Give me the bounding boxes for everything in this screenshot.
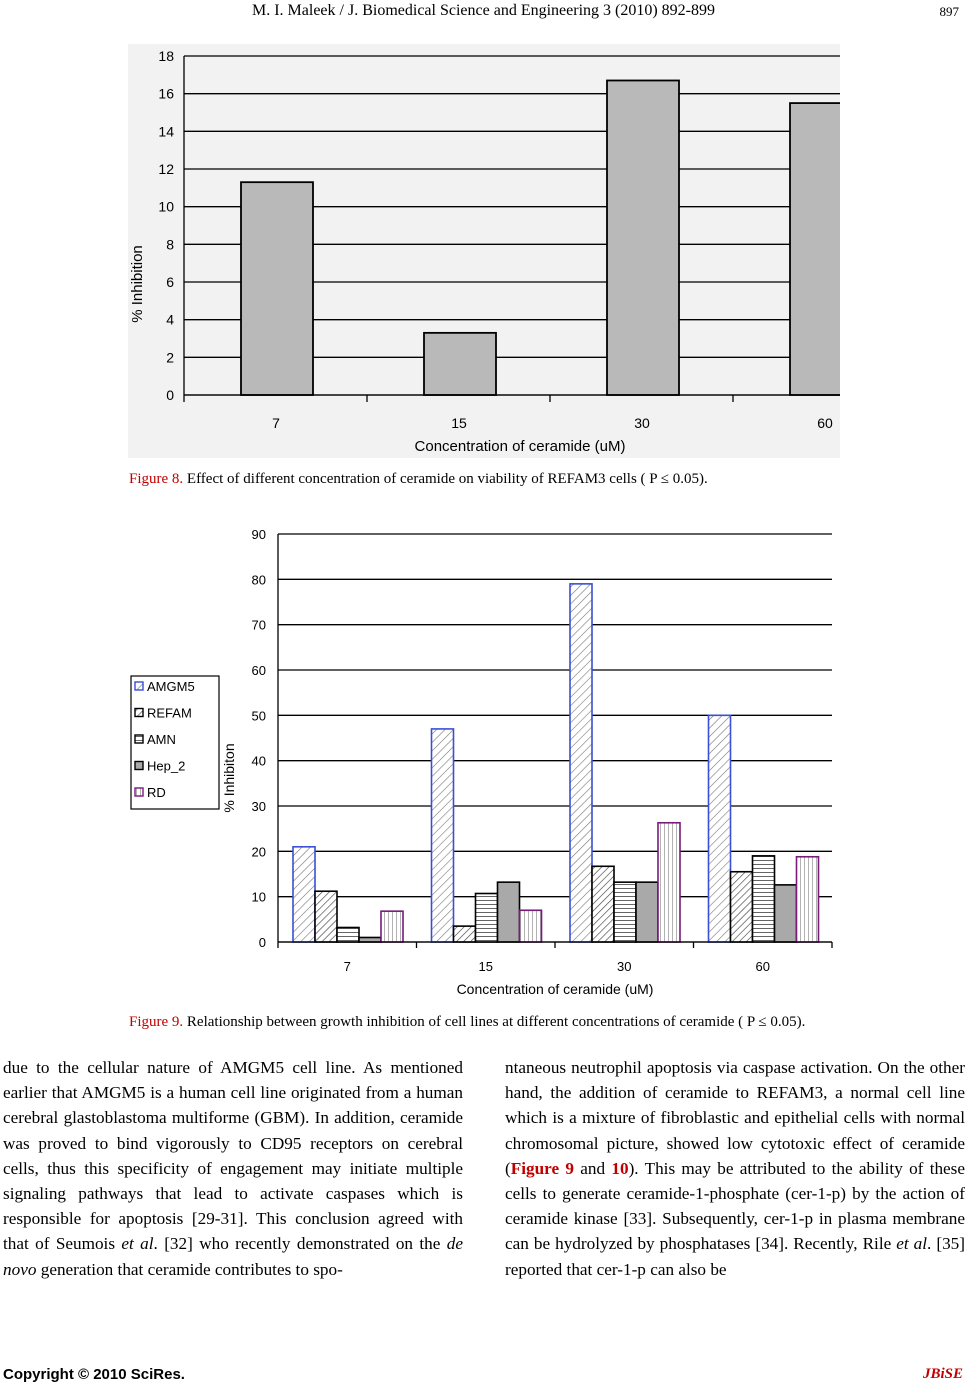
page-number: 897 [939, 4, 959, 19]
y-tick-label: 12 [158, 161, 174, 177]
bar-amn [476, 893, 498, 942]
x-tick-label: 7 [343, 959, 351, 974]
figure-label: Figure 8. [129, 471, 184, 487]
legend-swatch [135, 762, 143, 770]
bar-amgm5 [709, 715, 731, 942]
journal-name: JBiSE [922, 1366, 963, 1382]
bar [241, 182, 313, 395]
text-run: generation that ceramide contributes to spo- [36, 1259, 343, 1279]
bar-amgm5 [293, 847, 315, 942]
y-axis-label: % Inhibition [129, 245, 146, 323]
y-tick-label: 90 [251, 527, 266, 542]
caption-text: Effect of different concentration of ceramide on viability of REFAM3 cells ( P ≤ 0.05). [183, 471, 708, 487]
x-tick-label: 7 [272, 415, 280, 431]
y-tick-label: 70 [251, 617, 266, 633]
text-run: . [35] reported that cer-1-p can also be [505, 1234, 965, 1279]
bar-hep_2 [775, 885, 797, 942]
y-tick-label: 30 [251, 799, 266, 814]
bar-rd [797, 857, 819, 942]
figure-8-chart [128, 44, 840, 458]
bar [424, 333, 496, 395]
bar-amn [614, 882, 636, 942]
x-tick-label: 15 [451, 415, 467, 431]
bar-rd [381, 911, 403, 942]
y-tick-label: 40 [251, 753, 266, 769]
x-tick-label: 30 [634, 415, 650, 431]
figure-reference[interactable]: 10 [611, 1158, 629, 1178]
bar [790, 103, 840, 395]
paragraph [505, 1055, 965, 1282]
page-footer [0, 1366, 967, 1386]
bar-amn [753, 856, 775, 942]
body-column-left [3, 1055, 463, 1282]
bar-amgm5 [570, 584, 592, 942]
running-title: M. I. Maleek / J. Biomedical Science and Engineering 3 (2010) 892-899 [252, 2, 715, 19]
running-head [0, 0, 967, 24]
paragraph [3, 1055, 463, 1282]
bar-refam [592, 866, 614, 942]
caption-text: Relationship between growth inhibition of cell lines at different concentrations of ceramide ( P ≤ 0.05). [183, 1014, 806, 1030]
legend-swatch [135, 682, 143, 690]
text-run: due to the cellular nature of AMGM5 cell line. As mentioned earlier that AMGM5 is a human cell line originated from a human cerebral glastoblastoma multiforme (GBM). In addition, ceramide was proved to bind vigorously to CD95 receptors on cerebral cells, thus this specificity of engagement may initiate multiple signaling pathways that lead to activate caspases which is responsible for apoptosis [29-31]. This conclusion agreed with that of Seumois [3, 1058, 463, 1254]
y-tick-label: 80 [251, 572, 266, 588]
text-run: ). This may be attributed to the ability of these cells to generate ceramide-1-phosphate (cer-1-p) by the action of ceramide kinase [33]. Subsequently, cer-1-p in plasma membrane can be hydrolyzed by phosphatases [34]. Recently, Rile [505, 1158, 966, 1254]
legend-label: AMGM5 [147, 679, 195, 694]
bar-hep_2 [359, 937, 381, 942]
figure-label: Figure 9. [129, 1014, 184, 1030]
bar-refam [731, 872, 753, 942]
legend-label: RD [147, 785, 166, 800]
text-run: and [574, 1158, 612, 1178]
x-tick-label: 60 [755, 959, 770, 974]
figure-reference[interactable]: Figure 9 [510, 1158, 574, 1178]
bar-hep_2 [498, 882, 520, 942]
y-tick-label: 0 [166, 387, 174, 403]
y-tick-label: 10 [158, 198, 174, 215]
text-run-italic: et al [896, 1234, 928, 1254]
y-axis-label: % Inhibiton [221, 743, 237, 813]
y-tick-label: 0 [258, 935, 266, 950]
bar-refam [454, 926, 476, 942]
bar-hep_2 [636, 882, 658, 942]
text-run: ntaneous neutrophil apoptosis via caspase activation. On the other hand, the addition of ceramide to REFAM3, a normal cell line which is a mixture of fibroblastic and epithelial cells with normal chromosomal picture, showed low cytotoxic effect of ceramide ( [505, 1058, 965, 1178]
y-tick-label: 60 [251, 663, 266, 678]
legend-swatch [135, 788, 143, 796]
figure-8-caption [129, 470, 837, 488]
x-axis-label: Concentration of ceramide (uM) [414, 438, 626, 455]
text-run-italic: de novo [3, 1234, 463, 1279]
bar-amgm5 [432, 729, 454, 942]
bar [607, 80, 679, 395]
figure-9-caption [129, 1013, 837, 1031]
copyright: Copyright © 2010 SciRes. [3, 1366, 185, 1383]
legend-swatch [135, 735, 143, 743]
chart-legend [131, 676, 219, 809]
text-run-italic: et al [121, 1234, 154, 1254]
y-tick-label: 6 [166, 274, 174, 290]
y-tick-label: 18 [158, 48, 174, 64]
y-tick-label: 10 [251, 889, 266, 905]
text-run: . [32] who recently demonstrated on the [153, 1234, 447, 1254]
legend-label: REFAM [147, 705, 192, 721]
y-tick-label: 4 [166, 311, 174, 328]
x-tick-label: 15 [478, 959, 493, 974]
bar-rd [520, 910, 542, 942]
y-tick-label: 16 [158, 85, 174, 102]
bar-refam [315, 891, 337, 942]
y-tick-label: 14 [158, 123, 174, 140]
y-tick-label: 50 [251, 708, 266, 724]
legend-swatch [135, 709, 143, 717]
y-tick-label: 20 [251, 844, 266, 860]
x-tick-label: 60 [817, 415, 833, 431]
y-tick-label: 8 [166, 236, 174, 253]
y-tick-label: 2 [166, 349, 174, 366]
body-column-right [505, 1055, 965, 1282]
bar-amn [337, 927, 359, 942]
figure-9-chart [128, 520, 840, 1002]
legend-label: Hep_2 [147, 758, 186, 774]
x-axis-label: Concentration of ceramide (uM) [456, 981, 654, 997]
x-tick-label: 30 [617, 959, 632, 974]
bar-rd [658, 823, 680, 942]
legend-label: AMN [147, 732, 176, 747]
